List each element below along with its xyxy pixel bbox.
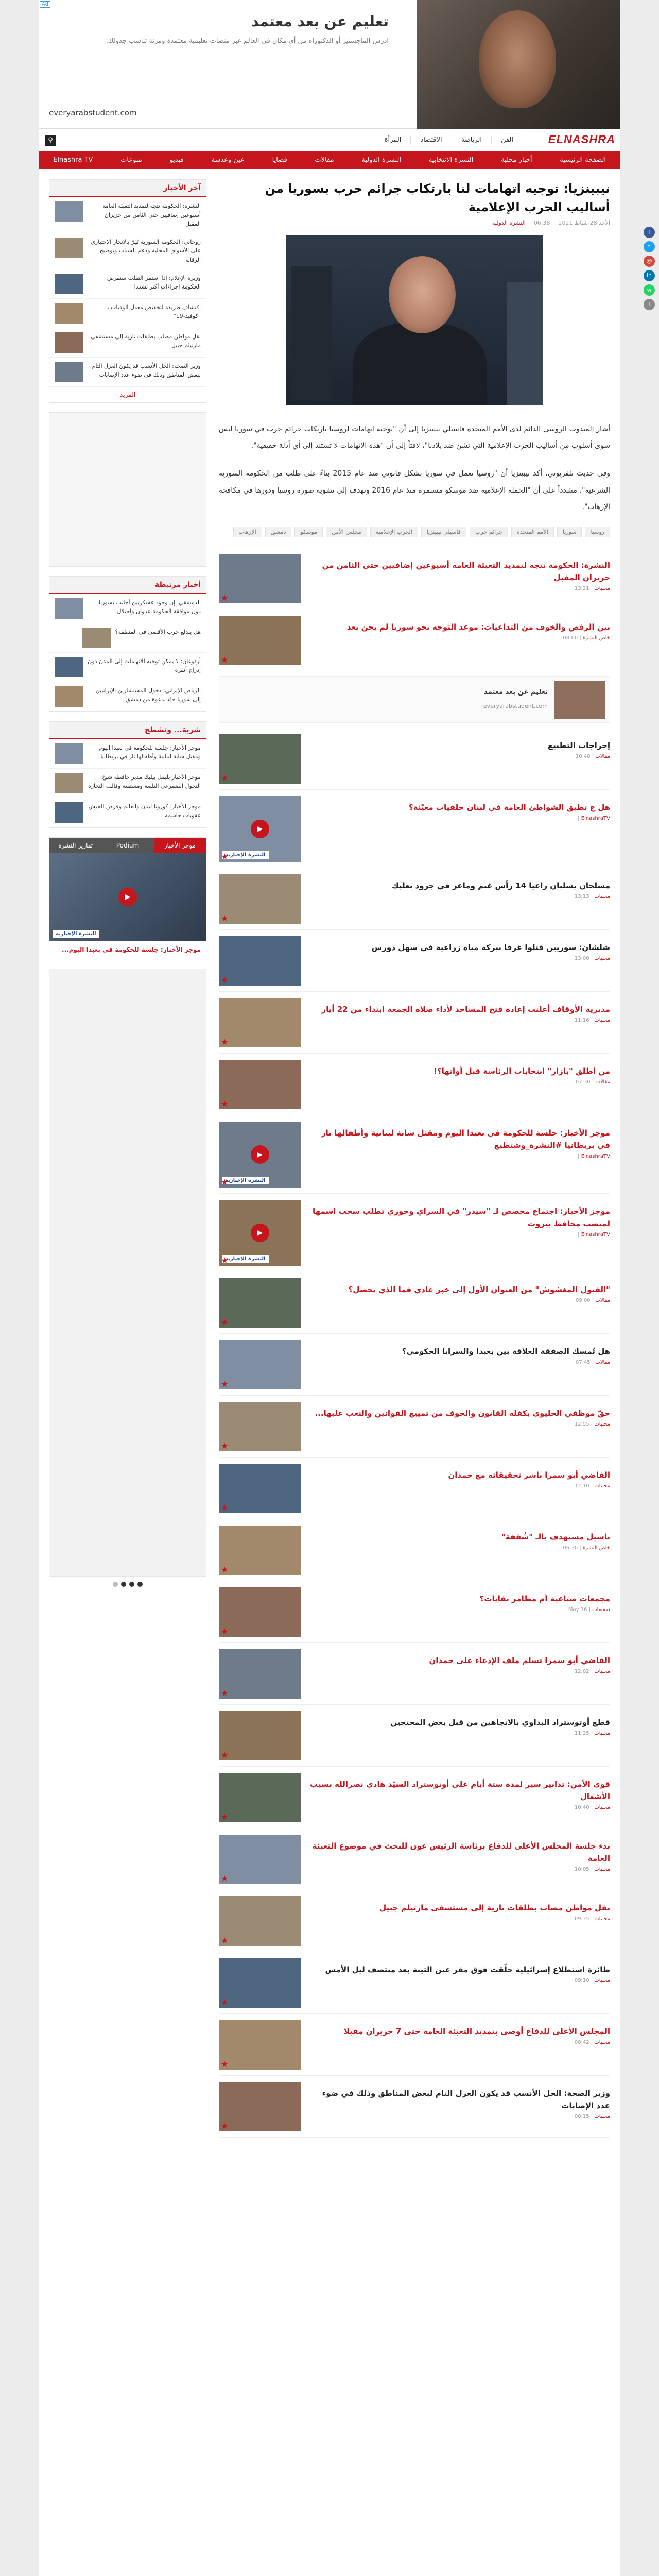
feed-meta: محليات | 09:10 (574, 1977, 610, 1984)
feed-item[interactable] (219, 1767, 610, 1828)
site-logo[interactable]: ELNASHRA (548, 133, 615, 146)
ad-title[interactable]: تعليم عن بعد معتمد (484, 688, 548, 696)
nav-item[interactable]: النشرة الدولية (361, 156, 401, 164)
side-item-thumbnail[interactable] (55, 238, 83, 258)
feed-time: 12:10 (574, 1483, 589, 1489)
feed-time: 09:35 (574, 1916, 589, 1922)
carousel-dot[interactable] (137, 1582, 143, 1587)
star-icon[interactable]: ★ (221, 1873, 229, 1884)
feed-title[interactable]: النشرة: الحكومة تتجه لتمديد التعبئة العامة أسبوعين إضافيين حتى الثامن من حزيران المقبل (322, 560, 610, 582)
related-news-box (49, 576, 206, 712)
article-title: نيبينزيا: توجيه اتهامات لنا بارتكاب جرائم حرب بسوريا من أساليب الحرب الإعلامية (265, 181, 610, 214)
related-news-item[interactable] (49, 594, 206, 623)
feed-title[interactable]: من أطلق "بازار" انتخابات الرئاسة قبل أوانها؟! (433, 1066, 610, 1076)
top-nav-item[interactable]: الفن (491, 136, 523, 144)
feed-meta: ElnashraTV | (578, 815, 610, 821)
play-icon[interactable]: ▶ (251, 1145, 269, 1164)
feed-source[interactable]: محليات (594, 1977, 610, 1984)
feed-title[interactable]: "الفيول المغشوش" من العنوان الأول إلى خبر عادي فما الذي يحصل؟ (348, 1284, 610, 1294)
video-box (49, 837, 206, 959)
feed-item[interactable] (219, 1272, 610, 1334)
article-body (219, 421, 610, 515)
feed-meta: خاص النشرة | 08:00 (563, 635, 610, 641)
carousel-dot[interactable] (129, 1582, 134, 1587)
feed-source[interactable]: محليات (594, 1804, 610, 1810)
star-icon[interactable]: ★ (221, 2059, 229, 2069)
feed-title[interactable]: مسلحان يسلبان راعيا 14 رأس غنم وماعز في جرود بعلبك (391, 880, 610, 890)
feed-source[interactable]: تحقيقات (592, 1606, 610, 1613)
star-icon[interactable]: ★ (221, 1502, 229, 1513)
feed-source[interactable]: محليات (594, 893, 610, 900)
latest-news-item[interactable] (49, 328, 206, 358)
feed-title[interactable]: قوى الأمن: تدابير سير لمدة ستة أيام على أوتوستراد السيّد هادي نصرالله بسبب الأشغال (309, 1779, 610, 1801)
feed-title[interactable]: بين الرفض والخوف من التداعيات: موعد التوجه نحو سوريا لم يحن بعد (346, 622, 610, 632)
feed-source[interactable]: محليات (594, 1916, 610, 1922)
side-item-thumbnail[interactable] (55, 274, 83, 294)
side-item-text[interactable]: روحاني: الحكومة السورية تُقِرّ بالانجاز الاختياري على الأسواق المحلية ودعم الشباب وتوضيح الرقابة (91, 238, 201, 263)
feed-item[interactable] (219, 1194, 610, 1272)
feed-thumbnail[interactable] (219, 2082, 301, 2131)
more-link[interactable]: المزيد (119, 391, 136, 398)
feed-thumbnail[interactable] (219, 1200, 301, 1266)
side-item-text[interactable]: الرياض الإيراني: دخول المستشارين الإيرانيين إلى سوريا جاء بدعوة من دمشق (95, 687, 201, 703)
feed-thumbnail[interactable] (219, 1649, 301, 1699)
star-icon[interactable]: ★ (221, 1177, 229, 1187)
site-header (39, 129, 620, 151)
star-icon[interactable]: ★ (221, 1098, 229, 1109)
feed-meta: محليات | 13:00 (574, 955, 610, 961)
feed-thumbnail[interactable] (219, 554, 301, 603)
feed-title[interactable]: قطع أوتوستراد البداوي بالاتجاهين من قبل بعض المحتجين (390, 1717, 610, 1727)
feed-thumbnail[interactable] (219, 1122, 301, 1188)
feed-source[interactable]: محليات (594, 1421, 610, 1427)
top-nav-item[interactable]: الرياضة (452, 136, 491, 144)
feed-item[interactable] (219, 548, 610, 609)
sidebar-empty-area (49, 969, 206, 1577)
ad-description: ادرس الماجستير أو الدكتوراه من أي مكان في العالم عبر منصات تعليمية معتمدة ومرنة تناسب جدولك. (106, 37, 389, 45)
article-tag[interactable]: مجلس الأمن (326, 527, 367, 537)
feed-thumbnail[interactable] (219, 1340, 301, 1389)
side-item-thumbnail[interactable] (55, 743, 83, 764)
feed-meta: ElnashraTV | (578, 1153, 610, 1159)
play-icon[interactable]: ▶ (251, 1224, 269, 1242)
feed-meta: مقالات | 10:48 (575, 753, 610, 759)
feed-time: 11:25 (574, 1730, 589, 1736)
play-icon[interactable]: ▶ (251, 820, 269, 838)
feed-title[interactable]: المجلس الأعلى للدفاع أوصى بتمديد التعبئة العامة حتى 7 حزيران مقبلا (343, 2026, 610, 2036)
feed-source[interactable]: مقالات (595, 753, 610, 759)
star-icon[interactable]: ★ (221, 1935, 229, 1945)
feed-title[interactable]: القاضي أبو سمرا باشر تحقيقاته مع حمدان (448, 1470, 610, 1480)
feed-time: 13:21 (574, 585, 589, 591)
feed-title[interactable]: مجمعات صناعية أم مطامر نفايات؟ (479, 1594, 610, 1603)
star-icon[interactable]: ★ (221, 1255, 229, 1265)
latest-news-heading: آخر الأخبار (49, 180, 206, 197)
star-icon[interactable]: ★ (221, 1626, 229, 1636)
article-tag[interactable]: دمشق (265, 527, 292, 537)
feed-thumbnail[interactable] (219, 1773, 301, 1822)
feed-thumbnail[interactable] (219, 1711, 301, 1760)
feed-item[interactable] (219, 609, 610, 671)
feed-source[interactable]: محليات (594, 1483, 610, 1489)
more-share-icon[interactable]: + (644, 299, 655, 310)
tab-reports[interactable]: تقارير النشرة (49, 838, 101, 853)
latest-news-item[interactable] (49, 233, 206, 269)
article-date: الأحد 28 شباط 2021 (558, 219, 610, 226)
feed-title[interactable]: وزير الصحة: الخل الأنسب قد يكون العزل التام لبعض المناطق وذلك في ضوء عدد الإصابات (322, 2088, 610, 2110)
top-nav-item[interactable]: الاقتصاد (410, 136, 451, 144)
feed-item[interactable] (219, 790, 610, 868)
feed-meta: محليات | 11:16 (574, 1017, 610, 1023)
ad-photo (417, 0, 620, 129)
video-badge: النشرة الإخبارية (53, 930, 99, 938)
whatsapp-icon[interactable]: w (644, 284, 655, 296)
side-item-text[interactable]: هل يندلع حرب الأقصى في المنطقة؟ (115, 628, 201, 635)
feed-item[interactable] (219, 1334, 610, 1396)
related-news-item[interactable] (49, 623, 206, 653)
feed-thumbnail[interactable] (219, 1835, 301, 1884)
feed-time: 12:02 (574, 1668, 589, 1674)
side-item-thumbnail[interactable] (55, 773, 83, 793)
feed-thumbnail[interactable] (219, 1896, 301, 1946)
nav-item[interactable]: عين وعدسة (211, 156, 245, 164)
star-icon[interactable]: ★ (221, 1750, 229, 1760)
side-item-text[interactable]: النشرة: الحكومة تتجه لتمديد التعبئة العامة أسبوعين إضافيين حتى الثامن من حزيران المقبل (102, 202, 201, 228)
feed-thumbnail[interactable] (219, 1587, 301, 1637)
feed-source[interactable]: خاص النشرة (582, 1545, 610, 1551)
feed-item[interactable] (219, 728, 610, 790)
star-icon[interactable]: ★ (221, 1379, 229, 1389)
side-item-text[interactable]: موجز الأخبار: كورونا لبنان والعالم وفرض الجيش عقوبات حاسمة (88, 803, 201, 819)
article-tags (219, 527, 610, 537)
feed-time: 07:45 (575, 1359, 591, 1365)
article-tag[interactable]: سوريا (557, 527, 582, 537)
feed-meta: مقالات | 09:00 (575, 1297, 610, 1303)
feed-time: 07:30 (575, 1079, 591, 1085)
article-meta (219, 219, 610, 226)
related-news-item[interactable] (49, 682, 206, 711)
ad-title[interactable]: تعليم عن بعد معتمد (251, 13, 389, 30)
latest-news-item[interactable] (49, 197, 206, 233)
feed-thumbnail[interactable] (219, 1060, 301, 1109)
feed-title[interactable]: هل تُمسك الصفقة العلاقة بين بعبدا والسرايا الحكومي؟ (402, 1346, 610, 1356)
side-item-thumbnail[interactable] (55, 598, 83, 619)
star-icon[interactable]: ★ (221, 1811, 229, 1822)
tab-news-brief[interactable]: موجز الأخبار (154, 838, 206, 853)
feed-source[interactable]: محليات (594, 1668, 610, 1674)
feed-meta: خاص النشرة | 06:30 (563, 1545, 610, 1551)
side-item-thumbnail[interactable] (55, 686, 83, 707)
deep-item[interactable] (49, 769, 206, 798)
feed-item[interactable] (219, 1890, 610, 1952)
feed-time: 13:13 (574, 893, 589, 900)
feed-source[interactable]: محليات (594, 1866, 610, 1872)
side-item-thumbnail[interactable] (55, 802, 83, 823)
feed-source[interactable]: محليات (594, 1017, 610, 1023)
feed-thumbnail[interactable] (219, 2020, 301, 2070)
feed-source[interactable]: محليات (594, 2039, 610, 2045)
side-item-thumbnail[interactable] (55, 657, 83, 677)
feed-time: 09:10 (574, 1977, 589, 1984)
feed-time: 10:05 (574, 1866, 589, 1872)
carousel-dot[interactable] (113, 1582, 118, 1587)
feed-thumbnail[interactable] (219, 616, 301, 665)
feed-title[interactable]: باسيل مستهدف بالـ "شُقفة" (501, 1532, 610, 1541)
feed-source[interactable]: محليات (594, 585, 610, 591)
article-tag[interactable]: موسكو (294, 527, 323, 537)
top-nav-item[interactable]: المرأة (375, 136, 411, 144)
article-category[interactable]: النشرة الدولية (492, 219, 526, 226)
feed-title[interactable]: موجز الأخبار: جلسة للحكومة في بعبدا اليوم ومقتل شابة لبنانية وأطفالها نار في بريطانيا #النشرة_وشتطبع (321, 1128, 610, 1150)
feed-thumbnail[interactable] (219, 874, 301, 924)
feed-thumbnail[interactable] (219, 1526, 301, 1575)
feed-title[interactable]: موجز الأخبار: اجتماع مخصص لـ "سيدر" في السراي وخوري تطلب سحب اسمها لمنصب محافظ بيروت (312, 1206, 610, 1228)
feed-item[interactable] (219, 1115, 610, 1194)
nav-item[interactable]: قضايا (272, 156, 287, 164)
side-item-text[interactable]: موجز الأخبار بليمل بيلبك مدير حافظة شيخ التجول الضمرعي التلبغة ومستفتة وقالف التجارة (88, 773, 201, 790)
star-icon[interactable]: ★ (221, 1564, 229, 1574)
feed-time: 11:16 (574, 1017, 589, 1023)
feed-thumbnail[interactable] (219, 936, 301, 986)
feed-item[interactable] (219, 2014, 610, 2076)
feed-meta: مقالات | 07:45 (575, 1359, 610, 1365)
feed-meta: محليات | 10:05 (574, 1866, 610, 1872)
deep-box (49, 721, 206, 828)
main-nav (39, 151, 620, 169)
side-item-text[interactable]: أردوغان: لا يمكن توجيه الاتهامات إلى المدن دون إدراج أنقرة (88, 657, 201, 674)
video-badge: النشرة الإخبارية (222, 851, 269, 859)
latest-news-item[interactable] (49, 358, 206, 387)
feed-thumbnail[interactable] (219, 1958, 301, 2008)
feed-title[interactable]: إحراجات التطبيع (547, 740, 610, 750)
feed-title[interactable]: نقل مواطن مصاب بطلقات نارية إلى مستشفى مارتيلم جبيل (379, 1903, 610, 1912)
feed-meta: محليات | 12:10 (574, 1483, 610, 1489)
feed-item[interactable] (219, 1705, 610, 1767)
nav-item[interactable]: أخبار محلية (501, 156, 532, 164)
feed-title[interactable]: بدء جلسة المجلس الأعلى للدفاع برئاسة الرئيس عون للبحث في موضوع التعبئة العامة (312, 1841, 610, 1863)
feed-item[interactable] (219, 868, 610, 930)
feed-title[interactable]: هل ع تطبق الشواطئ العامة في لبنان خلفيات معيّنة؟ (408, 802, 610, 812)
feed-meta: محليات | 08:15 (574, 2113, 610, 2120)
feed-meta: محليات | 08:42 (574, 2039, 610, 2045)
article-photo (286, 235, 543, 405)
article-paragraph: وفي حديث تلفزيوني، أكد نيبينزيا أن "روسيا تعمل في سوريا بشكل قانوني منذ عام 2015 بناءً على طلب من الحكومة السورية الشرعية"، مشدداً على أن "الحملة الإعلامية ضد موسكو مستمرة منذ عام 2016 وتهدف إلى تشويه صورة روسيا ودورها في مكافحة الإرهاب". (219, 469, 611, 511)
nav-item[interactable]: مقالات (315, 156, 334, 164)
feed-source[interactable]: محليات (594, 955, 610, 961)
article-paragraph: أشار المندوب الروسي الدائم لدى الأمم المتحدة فاسيلي نيبينزيا إلى أن "توجيه اتهامات لروسيا بارتكاب جرائم حرب في سوريا ليس سوى أسلوب من أساليب الحرب الإعلامية التي تشن ضد بلادنا"، لافتاً إلى أن "هذه الاتهامات لا تستند إلى أي أدلة حقيقية". (219, 425, 610, 450)
feed-thumbnail[interactable] (219, 734, 301, 784)
feed-item[interactable] (219, 1458, 610, 1519)
side-item-text[interactable]: الدمشقي: إن وجود عسكريين أجانب بسوريا دون موافقة الحكومة عدوان واحتلال (98, 599, 201, 615)
feed-time: 10:48 (575, 753, 591, 759)
related-news-heading: أخبار مرتبطة (49, 577, 206, 594)
side-item-thumbnail[interactable] (82, 628, 111, 648)
ad-badge: Ad (40, 1, 50, 8)
side-item-thumbnail[interactable] (55, 332, 83, 353)
article-tag[interactable]: فاسيلي نيبينزيا (421, 527, 466, 537)
article-tag[interactable]: الحرب الإعلامية (370, 527, 418, 537)
side-item-text[interactable]: وزيرة الإعلام: إذا استمر التفلت سنفرض الحكومة إجراءات أكثر تشددا (107, 274, 201, 291)
latest-news-item[interactable] (49, 299, 206, 328)
latest-news-item[interactable] (49, 269, 206, 299)
feed-title[interactable]: مديرية الأوقاف أعلنت إعادة فتح المساجد لأداء صلاة الجمعة ابتداء من 22 أيار (321, 1004, 610, 1014)
sidebar-video[interactable] (49, 853, 206, 941)
page (39, 0, 620, 2576)
feed-item[interactable] (219, 1581, 610, 1643)
feed-meta: ElnashraTV | (578, 1231, 610, 1238)
article-tag[interactable]: روسيا (585, 527, 610, 537)
inline-advertisement[interactable] (219, 676, 610, 723)
star-icon[interactable]: ★ (221, 1440, 229, 1451)
feed-title[interactable]: طائرة استطلاع إسرائيلية حلّقت فوق مقر عين التينة بعد منتصف ليل الأمس (325, 1964, 610, 1974)
video-badge: النشرة الإخبارية (222, 1177, 269, 1184)
star-icon[interactable]: ★ (221, 851, 229, 861)
feed-title[interactable]: شلشان: سوريين قتلوا غرقا ببركة مياه زراعية في سهل دورس (371, 942, 610, 952)
nav-item[interactable]: النشرة الانتخابية (428, 156, 474, 164)
side-item-thumbnail[interactable] (55, 362, 83, 382)
feed-time: 06:30 (563, 1545, 578, 1551)
feed-meta: مقالات | 07:30 (575, 1079, 610, 1085)
star-icon[interactable]: ★ (221, 592, 229, 603)
feed-source[interactable]: مقالات (595, 1297, 610, 1303)
news-feed (219, 548, 610, 2138)
feed-source[interactable]: محليات (594, 2113, 610, 2120)
feed-source[interactable]: محليات (594, 1730, 610, 1736)
nav-item[interactable]: Elnashra TV (53, 156, 93, 164)
deep-item[interactable] (49, 739, 206, 769)
video-badge: النشرة الإخبارية (222, 1255, 269, 1263)
feed-meta: محليات | 13:13 (574, 893, 610, 900)
feed-meta: محليات | 13:21 (574, 585, 610, 591)
tab-podium[interactable]: Podium (101, 838, 153, 853)
side-item-text[interactable]: موجز الأخبار: جلسة للحكومة في بعبدا اليوم ومقتل شابة لبنانية وأطفالها نار في بريطانيا (98, 744, 201, 760)
star-icon[interactable]: ★ (221, 975, 229, 985)
feed-time: 10:40 (574, 1804, 589, 1810)
feed-source[interactable]: مقالات (595, 1359, 610, 1365)
main-column (219, 179, 610, 2138)
feed-item[interactable] (219, 2076, 610, 2138)
star-icon[interactable]: ★ (221, 773, 229, 783)
star-icon[interactable]: ★ (221, 1317, 229, 1327)
feed-item[interactable] (219, 1828, 610, 1890)
article-time: 06:38 (533, 219, 550, 226)
video-tabs (49, 838, 206, 853)
carousel-dot[interactable] (121, 1582, 126, 1587)
ad-url[interactable]: everyarabstudent.com (49, 108, 137, 117)
sidebar (49, 179, 206, 2138)
feed-meta: محليات | 11:25 (574, 1730, 610, 1736)
ad-photo (554, 681, 605, 719)
feed-thumbnail[interactable] (219, 1278, 301, 1328)
top-nav (375, 136, 523, 144)
feed-item[interactable] (219, 1396, 610, 1458)
feed-source[interactable]: ElnashraTV (581, 1231, 610, 1238)
feed-time: 09:00 (575, 1297, 591, 1303)
nav-item[interactable]: الصفحة الرئيسية (560, 156, 606, 164)
deep-item[interactable] (49, 798, 206, 827)
side-item-text[interactable]: وزير الصحة: الحل الأنسب قد يكون العزل التام لبعض المناطق وذلك في ضوء عدد الإصابات (92, 362, 201, 379)
feed-time: 08:00 (563, 635, 578, 641)
article-tag[interactable]: الإرهاب (233, 527, 262, 537)
nav-item[interactable]: فيديو (169, 156, 184, 164)
star-icon[interactable]: ★ (221, 1688, 229, 1698)
side-item-text[interactable]: نقل مواطن مصاب بطلقات نارية إلى مستشفى مارتيلم جبيل (91, 333, 201, 349)
feed-thumbnail[interactable] (219, 998, 301, 1047)
top-advertisement[interactable] (39, 0, 620, 129)
star-icon[interactable]: ★ (221, 2121, 229, 2131)
feed-thumbnail[interactable] (219, 1464, 301, 1513)
star-icon[interactable]: ★ (221, 1997, 229, 2007)
feed-meta: محليات | 09:35 (574, 1916, 610, 1922)
feed-time: 08:42 (574, 2039, 589, 2045)
feed-meta: محليات | 12:02 (574, 1668, 610, 1674)
linkedin-icon[interactable]: in (644, 270, 655, 281)
side-item-thumbnail[interactable] (55, 303, 83, 324)
feed-source[interactable]: ElnashraTV (581, 815, 610, 821)
feed-time: 12:55 (574, 1421, 589, 1427)
facebook-icon[interactable]: f (644, 227, 655, 238)
article-tag[interactable]: الأمم المتحدة (511, 527, 554, 537)
feed-item[interactable] (219, 1519, 610, 1581)
feed-thumbnail[interactable] (219, 796, 301, 862)
feed-meta: تحقيقات | May 16 (568, 1606, 610, 1613)
twitter-icon[interactable]: t (644, 241, 655, 252)
play-icon[interactable]: ▶ (118, 888, 137, 906)
carousel-dots (49, 1577, 206, 1592)
email-icon[interactable]: @ (644, 256, 655, 267)
nav-item[interactable]: منوعات (120, 156, 142, 164)
video-caption[interactable]: موجز الأخبار: جلسة للحكومة في بعبدا اليوم... (62, 945, 201, 953)
feed-time: 13:00 (574, 955, 589, 961)
article-tag[interactable]: جرائم حرب (470, 527, 508, 537)
star-icon[interactable]: ★ (221, 913, 229, 923)
latest-news-box (49, 179, 206, 403)
feed-title[interactable]: القاضي أبو سمرا تسلم ملف الإدعاء على حمدان (429, 1655, 610, 1665)
feed-title[interactable]: حقّ موظفي الخليوي بكفله القانون والخوف من تمييع القوانين والتعب عليها... (315, 1408, 610, 1418)
side-item-thumbnail[interactable] (55, 201, 83, 222)
related-news-item[interactable] (49, 653, 206, 682)
feed-time: 08:15 (574, 2113, 589, 2120)
feed-item[interactable] (219, 1643, 610, 1705)
feed-item[interactable] (219, 930, 610, 992)
deep-heading: شرية... ونشطح (49, 722, 206, 739)
share-bar (644, 227, 655, 310)
feed-meta: محليات | 10:40 (574, 1804, 610, 1810)
side-item-text[interactable]: اكتشاف طريقة لتخفيض معدل الوفيات بـ "كوفيد-19" (106, 303, 201, 320)
star-icon[interactable]: ★ (221, 1037, 229, 1047)
feed-time: May 16 (568, 1606, 587, 1613)
feed-source[interactable]: ElnashraTV (581, 1153, 610, 1159)
feed-source[interactable]: خاص النشرة (582, 635, 610, 641)
ad-url[interactable]: everyarabstudent.com (483, 702, 548, 709)
search-icon[interactable]: ⚲ (45, 135, 56, 146)
sidebar-ad[interactable] (49, 412, 206, 567)
feed-source[interactable]: مقالات (595, 1079, 610, 1085)
feed-item[interactable] (219, 992, 610, 1054)
feed-item[interactable] (219, 1952, 610, 2014)
feed-thumbnail[interactable] (219, 1402, 301, 1451)
feed-meta: محليات | 12:55 (574, 1421, 610, 1427)
feed-item[interactable] (219, 1054, 610, 1115)
star-icon[interactable]: ★ (221, 654, 229, 665)
